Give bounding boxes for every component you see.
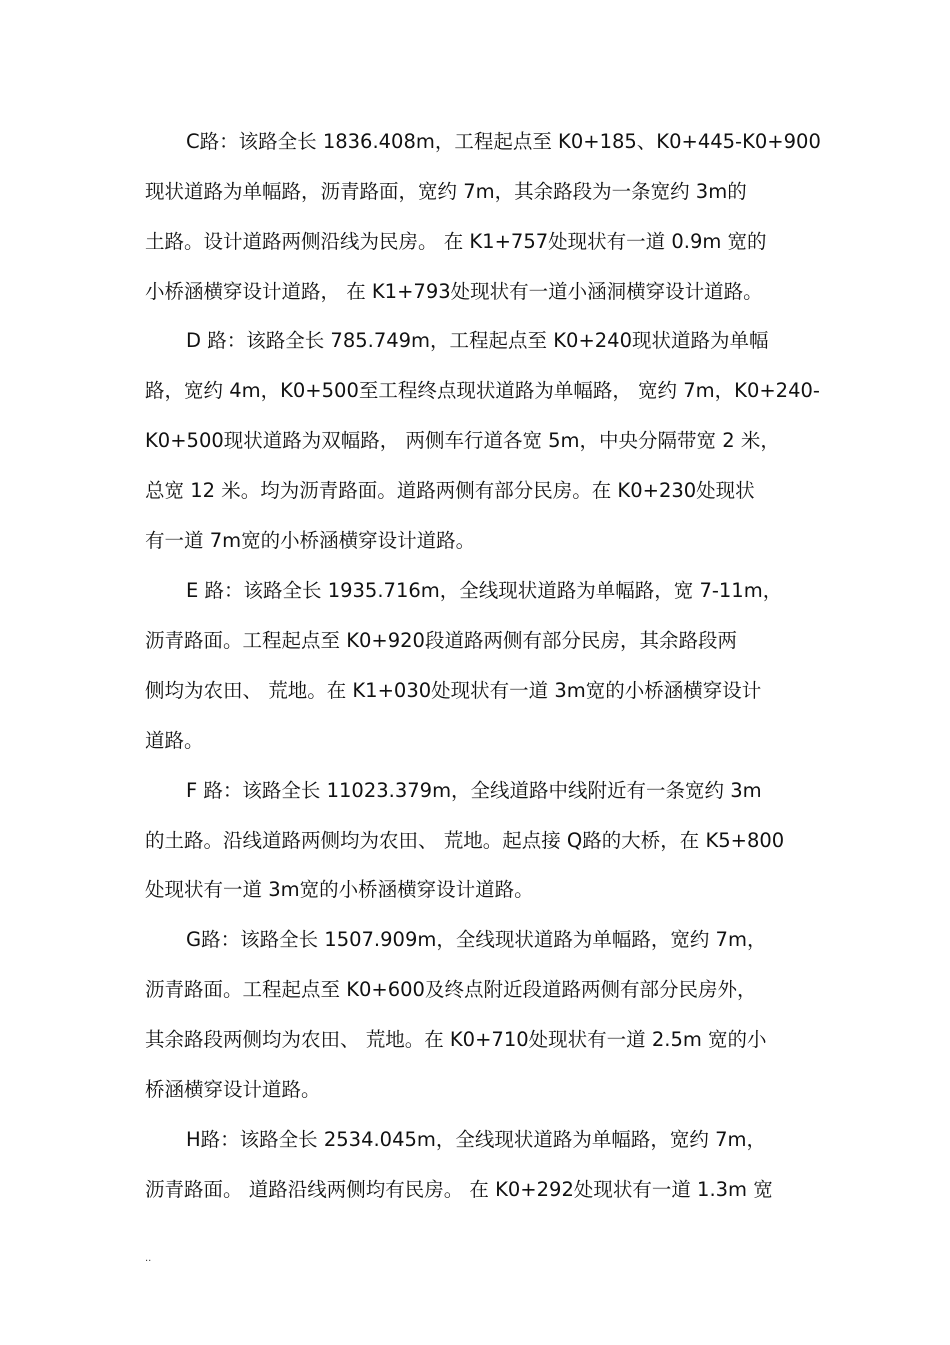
text-line: 路，宽约 4m，K0+500至工程终点现状道路为单幅路， 宽约 7m，K0+240- <box>145 379 820 402</box>
text-line: 现状道路为单幅路，沥青路面，宽约 7m，其余路段为一条宽约 3m的 <box>145 180 747 203</box>
text-line: 有一道 7m宽的小桥涵横穿设计道路。 <box>145 529 476 552</box>
text-line: C路：该路全长 1836.408m，工程起点至 K0+185、K0+445-K0+900 <box>186 130 821 153</box>
footer-mark: .. <box>145 1253 152 1264</box>
text-line: 沥青路面。工程起点至 K0+920段道路两侧有部分民房，其余路段两 <box>145 629 737 652</box>
text-line: 的土路。沿线道路两侧均为农田、 荒地。起点接 Q路的大桥，在 K5+800 <box>145 829 785 852</box>
text-line: G路：该路全长 1507.909m，全线现状道路为单幅路，宽约 7m， <box>186 928 767 951</box>
text-line: H路：该路全长 2534.045m，全线现状道路为单幅路，宽约 7m， <box>186 1128 767 1151</box>
text-line: 土路。设计道路两侧沿线为民房。 在 K1+757处现状有一道 0.9m 宽的 <box>145 230 767 253</box>
text-line: 总宽 12 米。均为沥青路面。道路两侧有部分民房。在 K0+230处现状 <box>145 479 755 502</box>
text-line: K0+500现状道路为双幅路， 两侧车行道各宽 5m，中央分隔带宽 2 米， <box>145 429 780 452</box>
text-line: 沥青路面。 道路沿线两侧均有民房。 在 K0+292处现状有一道 1.3m 宽 <box>145 1178 773 1201</box>
text-line: 处现状有一道 3m宽的小桥涵横穿设计道路。 <box>145 878 534 901</box>
text-line: 小桥涵横穿设计道路， 在 K1+793处现状有一道小涵洞横穿设计道路。 <box>145 280 763 303</box>
text-line: 桥涵横穿设计道路。 <box>145 1078 321 1101</box>
text-line: D 路：该路全长 785.749m，工程起点至 K0+240现状道路为单幅 <box>186 329 769 352</box>
text-line: E 路：该路全长 1935.716m，全线现状道路为单幅路，宽 7-11m， <box>186 579 783 602</box>
text-line: 沥青路面。工程起点至 K0+600及终点附近段道路两侧有部分民房外， <box>145 978 757 1001</box>
text-line: F 路：该路全长 11023.379m，全线道路中线附近有一条宽约 3m <box>186 779 762 802</box>
text-line: 其余路段两侧均为农田、 荒地。在 K0+710处现状有一道 2.5m 宽的小 <box>145 1028 767 1051</box>
text-line: 侧均为农田、 荒地。在 K1+030处现状有一道 3m宽的小桥涵横穿设计 <box>145 679 762 702</box>
text-line: 道路。 <box>145 729 204 752</box>
